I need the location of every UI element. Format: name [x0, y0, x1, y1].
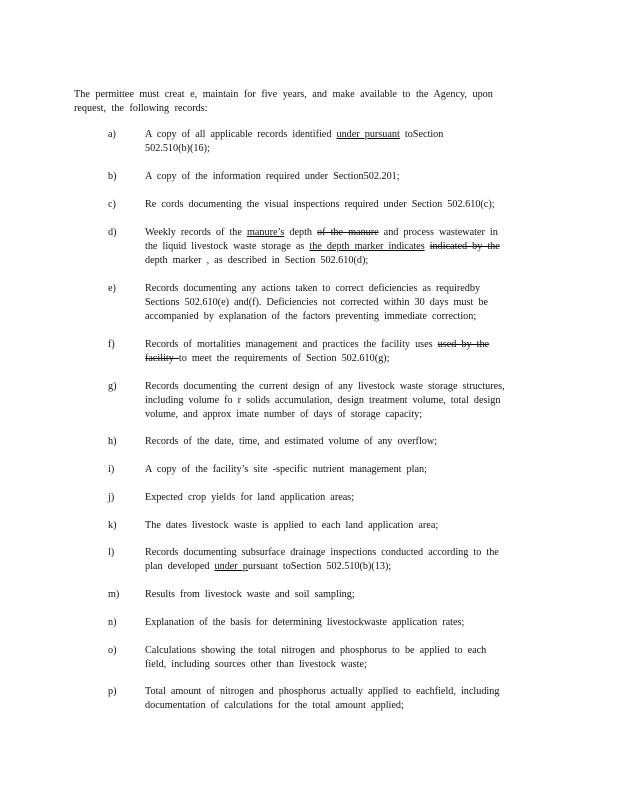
underlined-insertion: manure’s [246, 227, 285, 238]
intro-line-2: request, the following records: [74, 103, 208, 114]
text-run: plan developed [145, 561, 215, 572]
item-label: c) [108, 199, 116, 210]
item-label: h) [108, 436, 117, 447]
item-text: The dates livestock waste is applied to each land application area; [145, 520, 439, 531]
text-line: Sections 502.610(e) and(f). Deficiencies not corrected within 30 days must be [145, 297, 488, 308]
item-label: i) [108, 464, 115, 475]
text-line: Total amount of nitrogen and phosphorus actually applied to eachfield, including [145, 686, 500, 697]
item-label: k) [108, 520, 117, 531]
text-run: Records of mortalities management and practices the facility uses [145, 339, 438, 350]
text-line: Records documenting any actions taken to correct deficiencies as requiredby [145, 283, 481, 294]
text-line: including volume fo r solids accumulation, design treatment volume, total design [145, 395, 501, 406]
strikethrough-deletion: of the manure [317, 227, 379, 238]
text-run: to meet the requirements of Section 502.610(g); [178, 353, 390, 364]
item-label: m) [108, 589, 120, 600]
item-label: b) [108, 171, 117, 182]
item-text [145, 128, 540, 156]
item-text [145, 685, 540, 713]
text-line: Calculations showing the total nitrogen and phosphorus to be applied to each [145, 645, 487, 656]
text-run: Weekly records of the [145, 227, 247, 238]
item-text: A copy of the facility’s site -specific nutrient management plan; [145, 464, 427, 475]
text-line: volume, and approx imate number of days of storage capacity; [145, 409, 423, 420]
item-label: e) [108, 283, 116, 294]
text-run: toSection [399, 129, 444, 140]
text-line: accompanied by explanation of the factors preventing immediate correction; [145, 311, 477, 322]
item-text [145, 226, 540, 268]
item-text: Re cords documenting the visual inspections required under Section 502.610(c); [145, 199, 495, 210]
item-label: g) [108, 381, 117, 392]
underlined-insertion: under p [214, 561, 248, 572]
item-text: Explanation of the basis for determining livestockwaste application rates; [145, 617, 465, 628]
text-run: ursuant toSection 502.510(b)(13); [247, 561, 392, 572]
item-label: f) [108, 339, 115, 350]
underlined-insertion: the depth marker indicates [309, 241, 425, 252]
text-run: the liquid livestock waste storage as [145, 241, 310, 252]
text-run: and process wastewater in [378, 227, 498, 238]
intro-line-1: The permittee must creat e, maintain for five years, and make available to the Agency, upon [74, 89, 493, 100]
text-line: documentation of calculations for the total amount applied; [145, 700, 404, 711]
item-label: a) [108, 129, 116, 140]
text-line: Records documenting the current design of any livestock waste storage structures, [145, 381, 505, 392]
strikethrough-deletion: indicated by the [429, 241, 500, 252]
item-label: p) [108, 686, 117, 697]
item-label: j) [108, 492, 115, 503]
item-text: A copy of the information required under Section502.201; [145, 171, 400, 182]
strikethrough-deletion: facility [145, 353, 179, 364]
text-line: Records documenting subsurface drainage inspections conducted according to the [145, 547, 499, 558]
item-text [145, 380, 540, 422]
item-text: Records of the date, time, and estimated volume of any overflow; [145, 436, 438, 447]
text-line: depth marker , as described in Section 502.610(d); [145, 255, 369, 266]
strikethrough-deletion: used by the [437, 339, 490, 350]
item-text [145, 546, 540, 574]
item-text [145, 282, 540, 324]
text-line: field, including sources other than livestock waste; [145, 659, 367, 670]
text-line: 502.510(b)(16); [145, 143, 210, 154]
underlined-insertion: under pursuant [336, 129, 400, 140]
text-run: A copy of all applicable records identified [145, 129, 337, 140]
item-label: l) [108, 547, 115, 558]
item-label: o) [108, 645, 117, 656]
item-label: d) [108, 227, 117, 238]
item-label: n) [108, 617, 117, 628]
text-run: depth [284, 227, 318, 238]
item-text [145, 338, 540, 366]
item-text: Expected crop yields for land application areas; [145, 492, 355, 503]
item-text [145, 644, 540, 672]
item-text: Results from livestock waste and soil sampling; [145, 589, 355, 600]
intro-paragraph [74, 88, 524, 116]
